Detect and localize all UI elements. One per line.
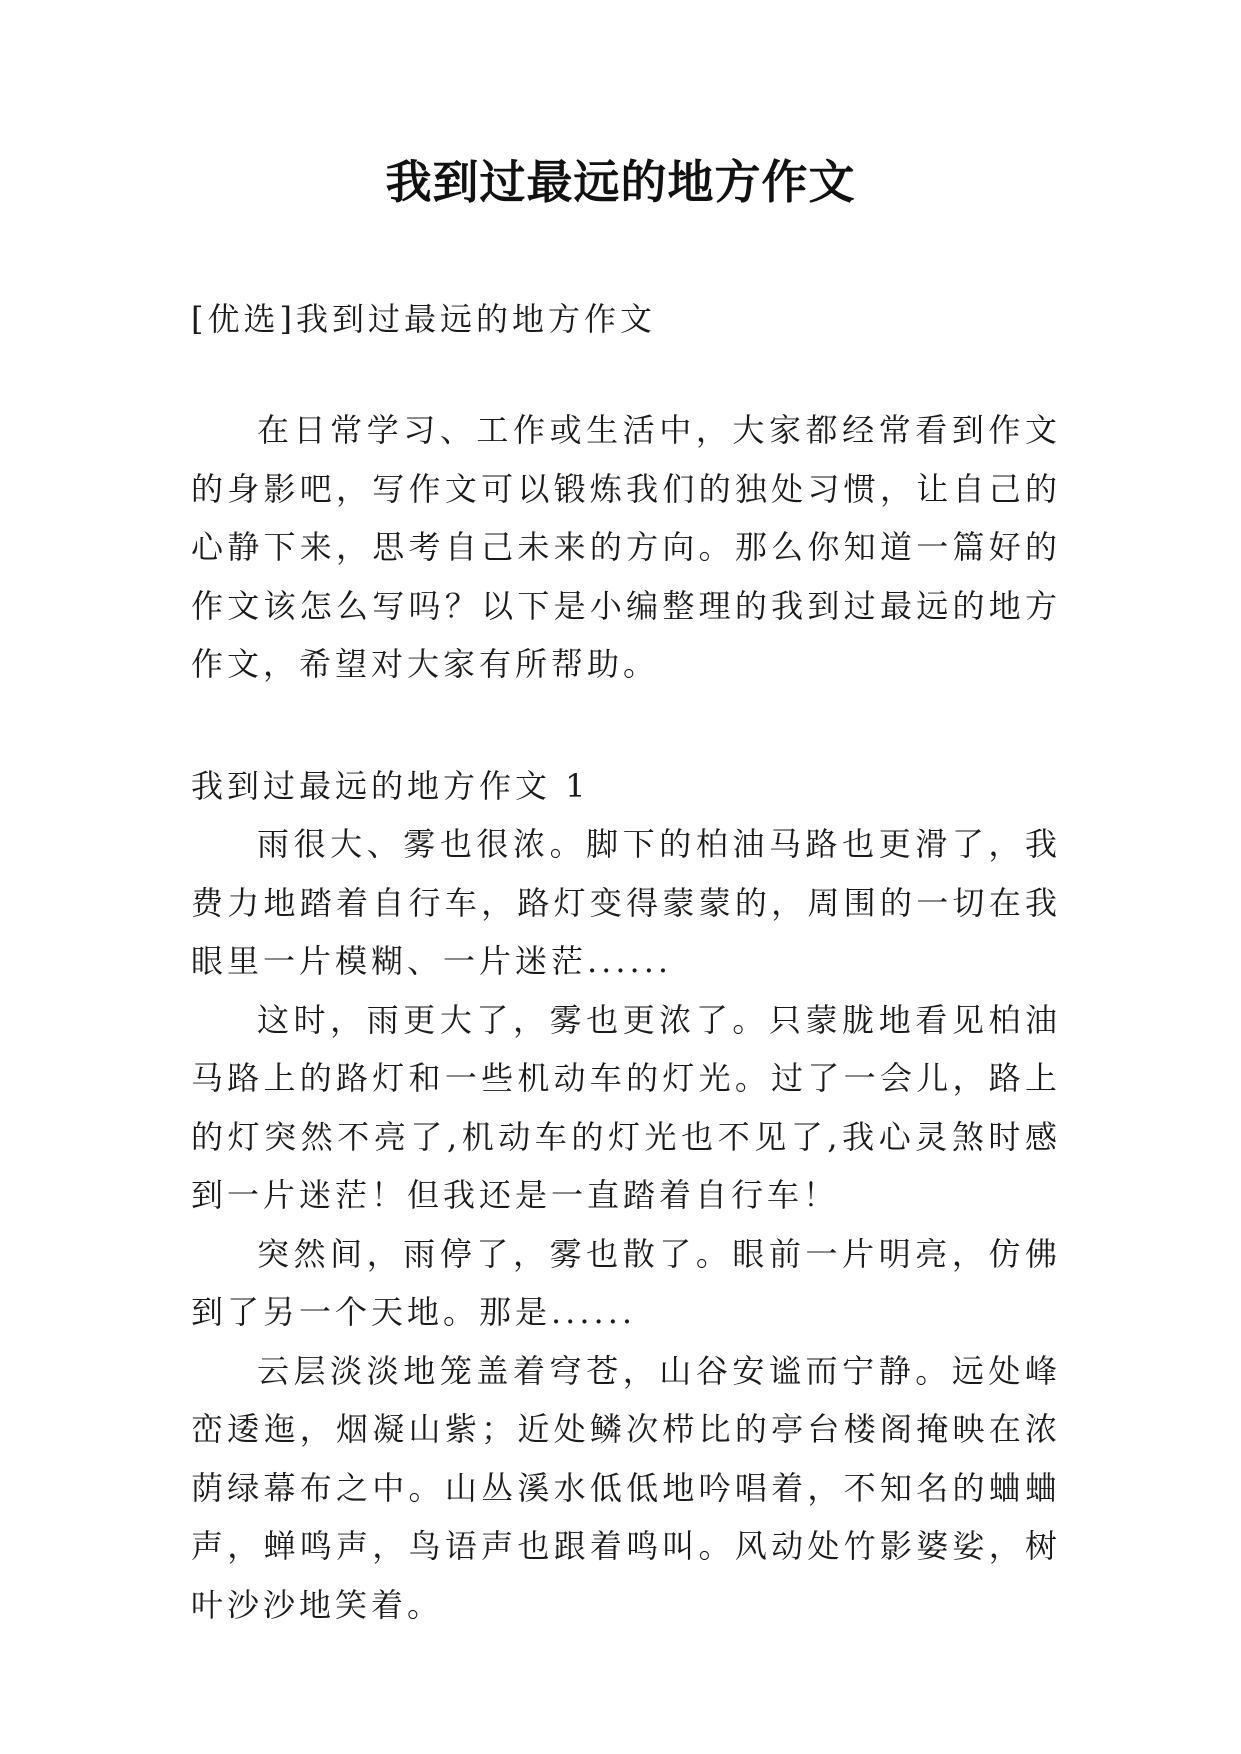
intro-section: [191, 401, 1061, 694]
document-subtitle: [优选]我到过最远的地方作文: [191, 300, 656, 338]
essay-paragraph-3: 突然间，雨停了，雾也散了。眼前一片明亮，仿佛到了另一个天地。那是......: [191, 1234, 1061, 1331]
section-heading: 我到过最远的地方作文 1: [191, 767, 590, 805]
essay-paragraph-1: 雨很大、雾也很浓。脚下的柏油马路也更滑了，我费力地踏着自行车，路灯变得蒙蒙的，周围的一切在我眼里一片模糊、一片迷茫......: [191, 825, 1061, 980]
essay-body: [191, 815, 1061, 1634]
intro-paragraph: 在日常学习、工作或生活中，大家都经常看到作文的身影吧，写作文可以锻炼我们的独处习惯，让自己的心静下来，思考自己未来的方向。那么你知道一篇好的作文该怎么写吗？以下是小编整理的我到过最远的地方作文，希望对大家有所帮助。: [191, 411, 1061, 683]
essay-paragraph-4: 云层淡淡地笼盖着穹苍，山谷安谧而宁静。远处峰峦逶迤，烟凝山紫；近处鳞次栉比的亭台楼阁掩映在浓荫绿幕布之中。山丛溪水低低地吟唱着，不知名的蛐蛐声，蝉鸣声，鸟语声也跟着鸣叫。风动处竹影婆娑，树叶沙沙地笑着。: [191, 1351, 1061, 1624]
document-title: 我到过最远的地方作文: [385, 155, 856, 209]
essay-paragraph-2: 这时，雨更大了，雾也更浓了。只蒙胧地看见柏油马路上的路灯和一些机动车的灯光。过了一会儿，路上的灯突然不亮了,机动车的灯光也不见了,我心灵煞时感到一片迷茫！但我还是一直踏着自行车！: [191, 1000, 1061, 1214]
